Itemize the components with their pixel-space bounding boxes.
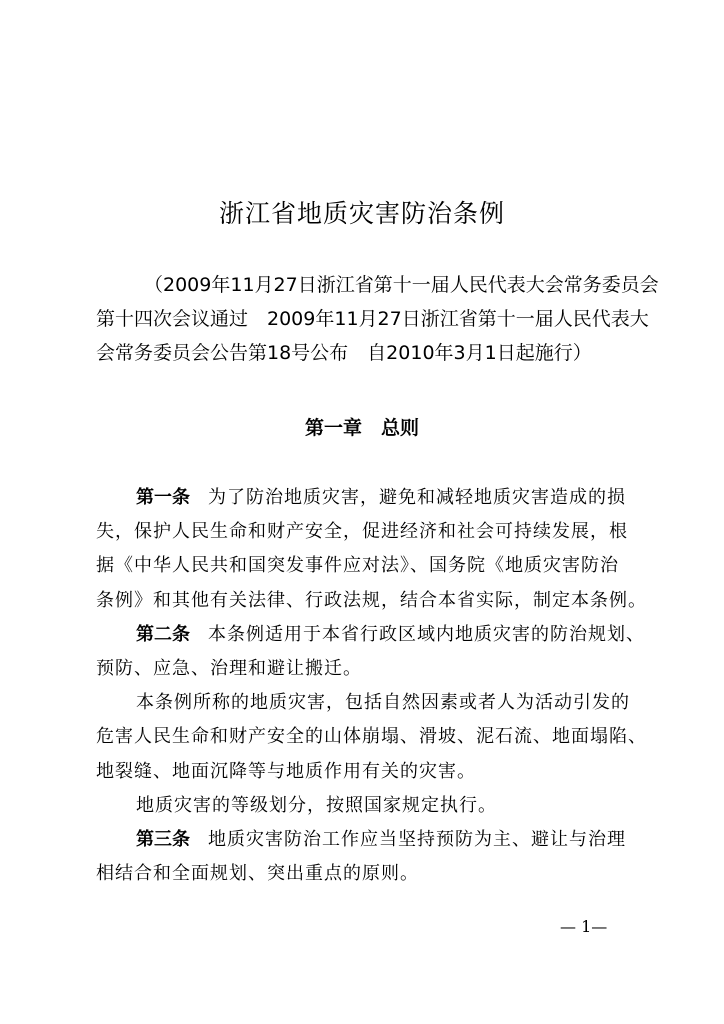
preamble (96, 268, 659, 370)
text-line: 为了防治地质灾害，避免和减轻地质灾害造成的损 (208, 487, 626, 508)
text-line: 条例》和其他有关法律、行政法规，结合本省实际，制定本条例。 (96, 589, 647, 611)
document-title: 浙江省地质灾害防治条例 (218, 199, 505, 228)
text-line: 失，保护人民生命和财产安全，促进经济和社会可持续发展，根 (96, 521, 628, 543)
text-line: 地质灾害防治工作应当坚持预防为主、避让与治理 (208, 828, 626, 850)
article-2-first-line (96, 618, 644, 652)
chapter-heading: 第一章 总则 (304, 417, 419, 439)
body-text (96, 481, 647, 891)
text-line: 地质灾害的等级划分，按照国家规定执行。 (136, 794, 497, 816)
article-1-label: 第一条 (136, 487, 190, 508)
article-1-first-line (96, 481, 644, 515)
article-3-label: 第三条 (136, 828, 190, 850)
preamble-line: 第十四次会议通过 2009年11月27日浙江省第十一届人民代表大 (96, 308, 649, 330)
text-line: 本条例适用于本省行政区域内地质灾害的防治规划、 (208, 623, 645, 645)
text-line: 地裂缝、地面沉降等与地质作用有关的灾害。 (96, 760, 476, 782)
preamble-line: （2009年11月27日浙江省第十一届人民代表大会常务委员会 (144, 274, 659, 296)
text-line: 预防、应急、治理和避让搬迁。 (96, 657, 362, 679)
text-line: 据《中华人民共和国突发事件应对法》、国务院《地质灾害防治 (96, 555, 619, 577)
article-2-label: 第二条 (136, 623, 190, 645)
text-line: 相结合和全面规划、突出重点的原则。 (96, 863, 419, 885)
article-3-first-line (96, 823, 644, 857)
text-line: 本条例所称的地质灾害，包括自然因素或者人为活动引发的 (136, 692, 630, 714)
page-number: — 1— (560, 917, 608, 936)
text-line: 危害人民生命和财产安全的山体崩塌、滑坡、泥石流、地面塌陷、 (96, 726, 647, 748)
preamble-line: 会常务委员会公告第18号公布 自2010年3月1日起施行） (96, 342, 592, 364)
